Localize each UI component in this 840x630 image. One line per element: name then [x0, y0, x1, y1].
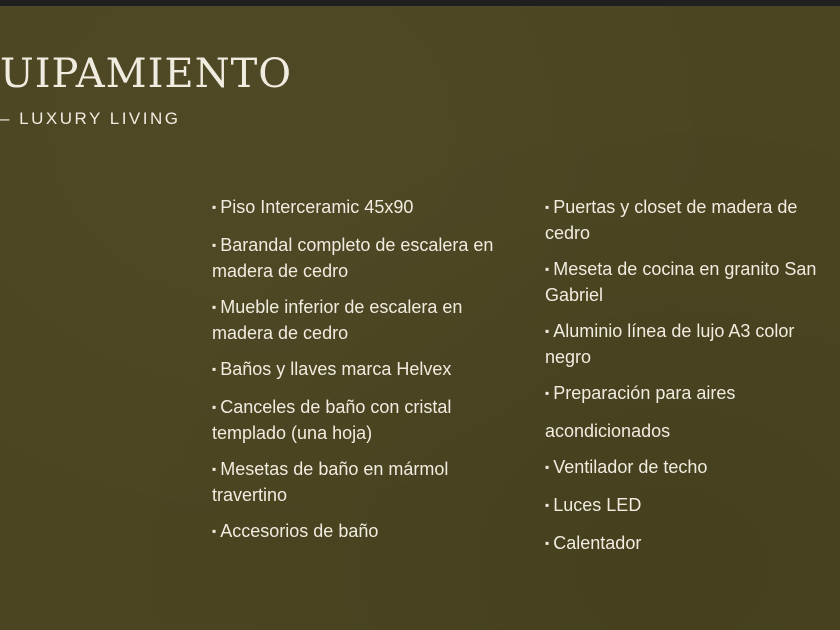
bullet-icon: ▪ — [212, 400, 217, 414]
bullet-icon: ▪ — [545, 460, 550, 474]
list-item: ▪ Accesorios de baño — [212, 521, 379, 541]
bullet-icon: ▪ — [212, 300, 217, 314]
bullet-icon: ▪ — [545, 536, 550, 550]
list-item: ▪ Barandal completo de escalera en madera de cedro — [212, 235, 494, 281]
equipment-list-left — [212, 195, 512, 557]
list-item: ▪ Preparación para aires acondicionados — [545, 381, 835, 443]
list-item: ▪ Mesetas de baño en mármol travertino — [212, 459, 449, 505]
list-item-continuation: acondicionados — [545, 421, 671, 441]
bullet-icon: ▪ — [212, 238, 217, 252]
bullet-icon: ▪ — [545, 386, 550, 400]
list-item: ▪ Ventilador de techo — [545, 457, 708, 477]
bullet-icon: ▪ — [545, 200, 550, 214]
bullet-icon: ▪ — [212, 362, 217, 376]
list-item: ▪ Canceles de baño con cristal templado (una hoja) — [212, 397, 452, 443]
list-item: ▪ Mueble inferior de escalera en madera de cedro — [212, 297, 463, 343]
list-item: ▪ Aluminio línea de lujo A3 color negro — [545, 321, 795, 367]
list-item: ▪ Meseta de cocina en granito San Gabriel — [545, 259, 817, 305]
list-item: ▪ Calentador — [545, 533, 642, 553]
bullet-icon: ▪ — [212, 200, 217, 214]
bullet-icon: ▪ — [545, 324, 550, 338]
bullet-icon: ▪ — [212, 462, 217, 476]
bullet-icon: ▪ — [212, 524, 217, 538]
list-item: ▪ Puertas y closet de madera de cedro — [545, 197, 798, 243]
bullet-icon: ▪ — [545, 262, 550, 276]
list-item: ▪ Luces LED — [545, 495, 642, 515]
slide-subtitle: – LUXURY LIVING — [0, 109, 181, 128]
bullet-icon: ▪ — [545, 498, 550, 512]
list-item: ▪ Piso Interceramic 45x90 — [212, 197, 414, 217]
equipment-list-right — [545, 195, 835, 569]
presentation-slide — [0, 6, 840, 630]
slide-title: UIPAMIENTO — [0, 51, 293, 97]
list-item: ▪ Baños y llaves marca Helvex — [212, 359, 452, 379]
